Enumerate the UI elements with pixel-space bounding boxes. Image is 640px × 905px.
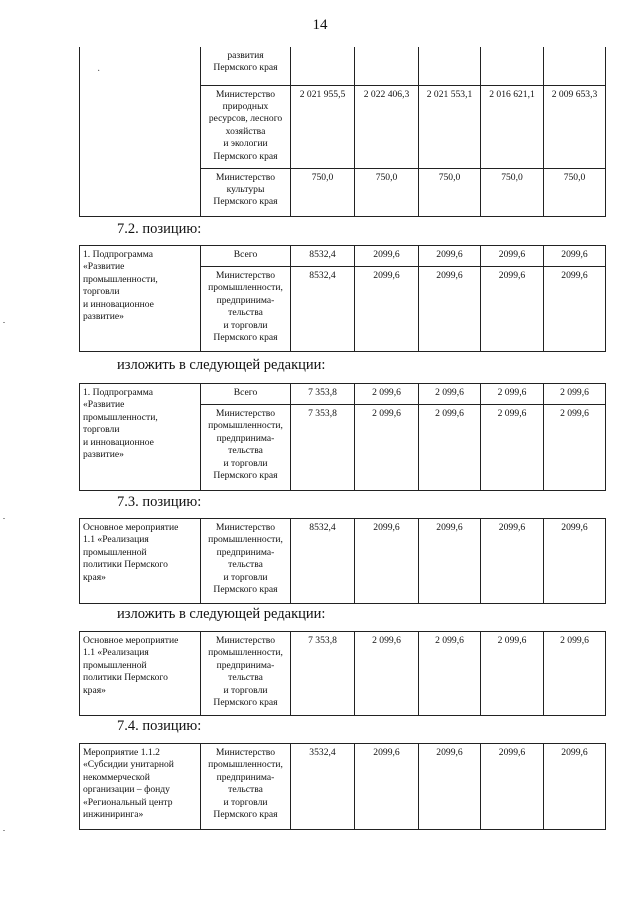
value-cell: 7 353,8 [291, 405, 355, 491]
value-cell: 2099,6 [544, 267, 606, 352]
margin-mark [3, 322, 5, 323]
value-cell: 2 099,6 [419, 384, 481, 405]
value-cell: 2 099,6 [355, 405, 419, 491]
value-cell: 7 353,8 [291, 384, 355, 405]
value-cell: 8532,4 [291, 519, 355, 604]
program-name-cell: 1. Подпрограмма «Развитие промышленности, торговли и инновационное развитие» [80, 384, 201, 491]
value-cell: 2099,6 [419, 246, 481, 267]
value-cell: 2099,6 [481, 267, 544, 352]
value-cell: 750,0 [419, 168, 481, 216]
value-cell: 750,0 [544, 168, 606, 216]
value-cell: 2 021 955,5 [291, 85, 355, 168]
section-heading-7-2-new: изложить в следующей редакции: [117, 357, 326, 373]
value-cell: 2099,6 [544, 246, 606, 267]
responsible-cell: Министерство промышленности, предпринима- тельства и торговли Пермского края [201, 519, 291, 604]
table-cell-empty [80, 47, 201, 216]
value-cell: 7 353,8 [291, 632, 355, 716]
value-cell: 2099,6 [419, 744, 481, 830]
value-cell: 2099,6 [481, 246, 544, 267]
table-7-2-old [79, 245, 606, 352]
scan-speck: · [97, 66, 101, 77]
value-cell: 2099,6 [419, 519, 481, 604]
value-cell: 2099,6 [481, 519, 544, 604]
value-cell: 3532,4 [291, 744, 355, 830]
responsible-cell: развития Пермского края [201, 47, 291, 85]
activity-name-cell: Основное мероприятие 1.1 «Реализация промышленной политики Пермского края» [80, 632, 201, 716]
responsible-cell: Министерство промышленности, предпринима- тельства и торговли Пермского края [201, 267, 291, 352]
value-cell: 2 099,6 [355, 632, 419, 716]
table-7-3-old [79, 518, 606, 604]
value-cell: 2 099,6 [419, 632, 481, 716]
table-continuation [79, 47, 606, 217]
responsible-cell: Министерство промышленности, предпринима- тельства и торговли Пермского края [201, 405, 291, 491]
responsible-cell: Министерство промышленности, предпринима- тельства и торговли Пермского края [201, 744, 291, 830]
total-label-cell: Всего [201, 246, 291, 267]
value-cell: 2 009 653,3 [544, 85, 606, 168]
value-cell: 2 021 553,1 [419, 85, 481, 168]
value-cell: 2 099,6 [481, 405, 544, 491]
value-cell: 2099,6 [355, 744, 419, 830]
responsible-cell: Министерство культуры Пермского края [201, 168, 291, 216]
section-heading-7-3-new: изложить в следующей редакции: [117, 606, 326, 622]
margin-mark [3, 830, 5, 831]
section-heading-7-2: 7.2. позицию: [117, 221, 202, 237]
activity-name-cell: Мероприятие 1.1.2 «Субсидии унитарной некоммерческой организации – фонду «Региональный центр инжиниринга» [80, 744, 201, 830]
value-cell: 750,0 [355, 168, 419, 216]
margin-mark [3, 518, 5, 519]
value-cell: 2099,6 [419, 267, 481, 352]
responsible-cell: Министерство промышленности, предпринима- тельства и торговли Пермского края [201, 632, 291, 716]
section-heading-7-4: 7.4. позицию: [117, 718, 202, 734]
value-cell: 2 099,6 [481, 632, 544, 716]
table-7-4-old [79, 743, 606, 830]
value-cell: 2099,6 [355, 267, 419, 352]
page-number: 14 [312, 17, 328, 33]
value-cell: 2099,6 [481, 744, 544, 830]
table-7-3-new [79, 631, 606, 716]
value-cell: 2 099,6 [544, 384, 606, 405]
value-cell: 2 016 621,1 [481, 85, 544, 168]
responsible-cell: Министерство природных ресурсов, лесного хозяйства и экологии Пермского края [201, 85, 291, 168]
value-cell: 2 099,6 [544, 405, 606, 491]
value-cell: 8532,4 [291, 246, 355, 267]
table-7-2-new [79, 383, 606, 491]
section-heading-7-3: 7.3. позицию: [117, 494, 202, 510]
value-cell: 750,0 [291, 168, 355, 216]
value-cell: 2 099,6 [544, 632, 606, 716]
value-cell: 750,0 [481, 168, 544, 216]
program-name-cell: 1. Подпрограмма «Развитие промышленности, торговли и инновационное развитие» [80, 246, 201, 352]
value-cell: 2 022 406,3 [355, 85, 419, 168]
value-cell: 8532,4 [291, 267, 355, 352]
value-cell: 2 099,6 [481, 384, 544, 405]
total-label-cell: Всего [201, 384, 291, 405]
value-cell: 2 099,6 [419, 405, 481, 491]
value-cell: 2099,6 [544, 744, 606, 830]
activity-name-cell: Основное мероприятие 1.1 «Реализация промышленной политики Пермского края» [80, 519, 201, 604]
value-cell: 2099,6 [355, 519, 419, 604]
value-cell: 2 099,6 [355, 384, 419, 405]
value-cell: 2099,6 [544, 519, 606, 604]
value-cell: 2099,6 [355, 246, 419, 267]
